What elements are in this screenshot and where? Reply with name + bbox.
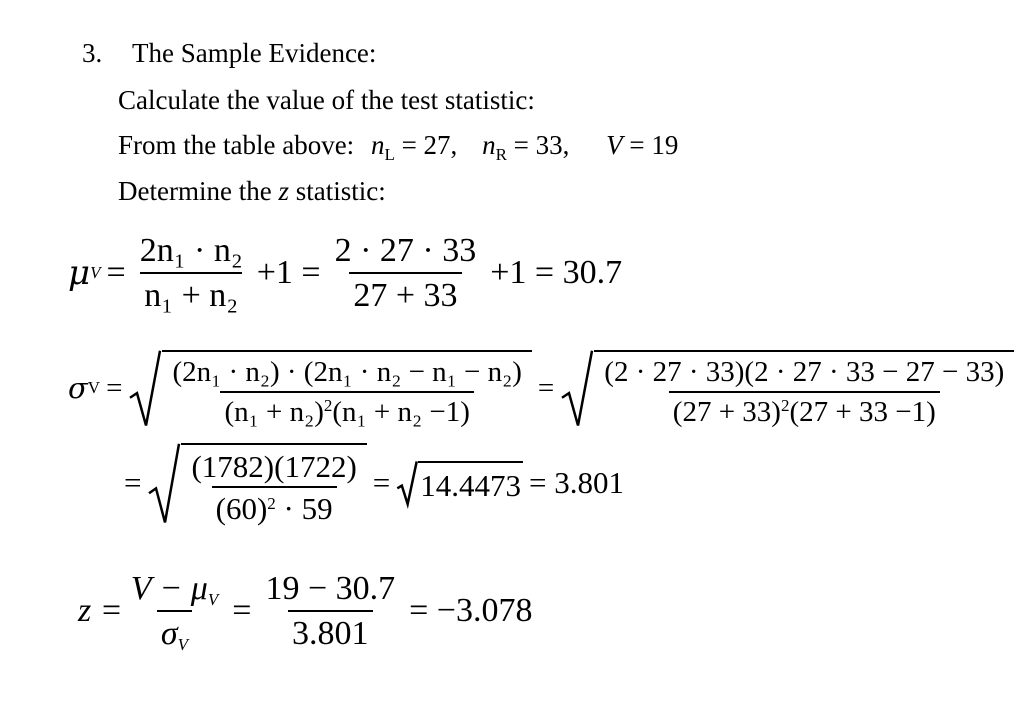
z-numerator-numeric: 19 − 30.7	[265, 569, 396, 607]
sigma-fraction-numeric	[600, 355, 1008, 428]
z-lhs: z =	[78, 592, 123, 629]
sigma-numerator-numeric: (2 · 27 · 33)(2 · 27 · 33 − 27 − 33)	[604, 355, 1005, 388]
v-label: V	[606, 130, 623, 160]
sigma-sqrt-numeric	[560, 350, 1014, 427]
sigma-eval-equals: =	[124, 465, 142, 500]
sigma-eval-radicand: 14.4473	[420, 468, 522, 503]
mean-equals: =	[106, 254, 126, 291]
mu-symbol: μ	[68, 253, 91, 293]
sigma-eval-den-part-b: · 59	[275, 490, 333, 526]
mean-denominator-numeric: 27 + 33	[349, 272, 461, 313]
mean-formula: μ V = $\frac{\text{2n₁ · n₂}}{\text{n₁ + n₂}}$ +1 = $\frac{2 \cdot 27 \cdot 33}{27 + 33}$ +1 = 30.7	[68, 231, 623, 314]
nl-subscript: L	[384, 145, 395, 164]
instruction-calculate: Calculate the value of the test statistic:	[118, 85, 535, 115]
sample-values-prefix: From the table above:	[118, 130, 355, 160]
sample-values-line	[118, 130, 679, 164]
z-formula	[78, 566, 538, 656]
z-den-text: σ	[160, 614, 178, 652]
radical-sign	[147, 443, 181, 524]
determine-suffix: statistic:	[295, 176, 386, 206]
z-denominator-numeric: 3.801	[288, 610, 373, 651]
mean-fraction-numeric	[331, 231, 481, 314]
z-fraction-numeric	[261, 569, 399, 652]
z-equals: =	[232, 592, 252, 629]
nl-label: n	[370, 130, 385, 160]
determine-prefix: Determine the	[118, 176, 272, 206]
sigma-eval-result: = 3.801	[529, 465, 624, 500]
nr-subscript: R	[495, 145, 507, 164]
mean-result: +1 = 30.7	[490, 254, 623, 291]
sigma-equals-2: =	[537, 371, 555, 404]
sigma-sqrt-symbolic	[128, 350, 531, 427]
sigma-fraction-symbolic	[168, 355, 525, 428]
z-denominator-symbolic	[157, 610, 192, 654]
z-num-text: V − μ	[130, 569, 208, 607]
z-den-subscript: V	[177, 634, 189, 654]
z-symbol: z	[278, 176, 289, 206]
sigma-denominator-numeric	[669, 391, 940, 427]
radical-sign	[396, 461, 418, 505]
sigma-eval-numerator: (1782)(1722)	[191, 448, 357, 484]
mean-denominator-symbolic: n₁ + n₂	[140, 272, 242, 313]
sigma-num-den-part-a: (27 + 33)	[672, 395, 781, 428]
nr-label: n	[482, 130, 496, 160]
sigma-numerator-symbolic: (2n₁ · n₂) · (2n₁ · n₂ − n₁ − n₂)	[172, 355, 522, 388]
sigma-denominator-symbolic	[220, 391, 473, 427]
z-num-subscript: V	[207, 589, 219, 609]
sigma-equals: =	[106, 371, 123, 404]
sigma-eval-den-part-a: (60)	[215, 490, 268, 526]
v-value: = 19	[629, 130, 679, 160]
sigma-eval-den-exponent: 2	[267, 493, 276, 513]
sigma-evaluation	[118, 440, 630, 526]
z-fraction-symbolic	[127, 569, 223, 654]
sigma-symbol: σ	[68, 371, 88, 405]
step-number: 3.	[82, 38, 103, 68]
nr-value: = 33,	[513, 130, 570, 160]
sigma-den-part-b: (n₁ + n₂ −1)	[332, 395, 470, 428]
sigma-eval-equals-2: =	[372, 465, 391, 500]
mean-fraction-symbolic	[136, 231, 247, 314]
sigma-eval-fraction	[187, 448, 360, 526]
mean-numerator-numeric: 2 · 27 · 33	[334, 231, 477, 269]
nl-value: = 27,	[401, 130, 458, 160]
radical-sign	[560, 350, 594, 427]
sigma-den-exponent: 2	[323, 395, 333, 415]
sigma-formula: σ V = $\frac{\text{(2n₁ · n₂) · (2n₁ · n₂ − n₁ − n₂)}}{(n_1 + n_2)^2(n_1 + n_2 -1)}$ = $\frac{(2 \cdot 27 \cdot 33)(2 \cdot 27 \cdot 33 - 27 - 33)}{(27 + 33)^2(27 + 33 -1)}$	[68, 342, 1014, 434]
sigma-den-part-a: (n₁ + n₂)	[224, 395, 324, 428]
instruction-determine-z	[118, 178, 386, 205]
sigma-eval-denominator	[212, 486, 337, 524]
sigma-eval-sqrt-value	[396, 461, 523, 505]
radical-sign	[128, 350, 162, 427]
sigma-num-den-part-b: (27 + 33 −1)	[789, 395, 936, 428]
z-numerator-symbolic	[127, 569, 223, 610]
z-result: = −3.078	[409, 592, 533, 629]
sigma-num-den-exponent: 2	[780, 395, 790, 415]
sigma-eval-sqrt-fraction	[147, 443, 366, 524]
mean-numerator-symbolic: 2n₁ · n₂	[139, 231, 243, 269]
mean-plus-one: +1 =	[256, 254, 321, 291]
step-title: The Sample Evidence:	[132, 38, 377, 68]
